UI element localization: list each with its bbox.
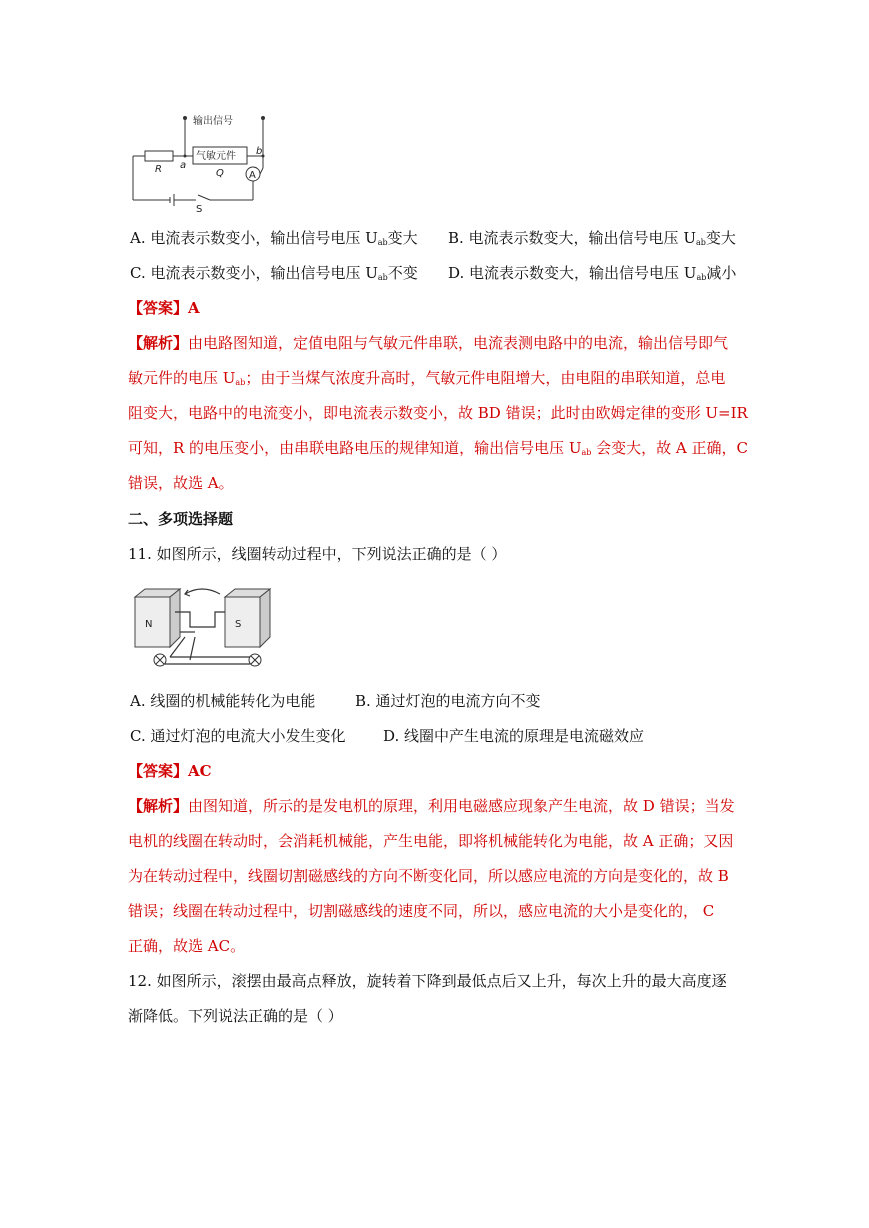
generator-diagram — [130, 582, 280, 672]
q11-analysis-line-2: 电机的线圈在转动时，会消耗机械能，产生电能，即将机械能转化为电能，故 A 正确；又因 — [128, 832, 734, 850]
q11-option-b: B. 通过灯泡的电流方向不变 — [355, 692, 541, 710]
output-signal-label: 输出信号 — [193, 116, 233, 127]
q12-stem-line-1: 12. 如图所示，滚摆由最高点释放，旋转着下降到最低点后又上升，每次上升的最大高度逐 — [128, 972, 727, 990]
switch-s-label: S — [196, 204, 203, 215]
q11-option-c: C. 通过灯泡的电流大小发生变化 — [130, 727, 346, 745]
circuit-diagram — [128, 110, 278, 215]
q10-analysis-line-2: 敏元件的电压 $U_{ab}$；由于当煤气浓度升高时，气敏元件电阻增大，由电阻的串联知道，总电 — [128, 369, 726, 387]
q10-option-c: C. 电流表示数变小，输出信号电压 $U_{ab}$不变 — [130, 264, 418, 282]
q11-option-a: A. 线圈的机械能转化为电能 — [130, 692, 316, 710]
q11-analysis-line-4: 错误；线圈在转动过程中，切割磁感线的速度不同，所以，感应电流的大小是变化的， C — [128, 902, 715, 920]
q11-stem: 11. 如图所示，线圈转动过程中，下列说法正确的是（ ） — [128, 545, 507, 563]
q10-answer: 【答案】A — [128, 299, 200, 317]
section-title: 二、多项选择题 — [128, 510, 234, 528]
resistor-r-label: R — [155, 164, 162, 175]
q10-option-d: D. 电流表示数变大，输出信号电压 $U_{ab}$减小 — [448, 264, 737, 282]
q10-option-a: A. 电流表示数变小，输出信号电压 $U_{ab}$变大 — [130, 229, 418, 247]
node-b-label: b — [256, 146, 263, 157]
q11-analysis-line-5: 正确，故选 AC。 — [128, 937, 246, 955]
q10-analysis-line-3: 阻变大，电路中的电流变小，即电流表示数变小，故 BD 错误；此时由欧姆定律的变形 U=IR — [128, 404, 748, 422]
ammeter-label: A — [249, 170, 256, 181]
q11-answer: 【答案】AC — [128, 762, 212, 780]
q10-analysis-line-5: 错误，故选 A。 — [128, 474, 234, 492]
q10-analysis-line-1: 【解析】由电路图知道，定值电阻与气敏元件串联，电流表测电路中的电流，输出信号即气 — [128, 334, 729, 352]
gas-sensor-label: 气敏元件 — [196, 151, 236, 162]
node-a-label: a — [180, 160, 187, 171]
q10-option-b: B. 电流表示数变大，输出信号电压 $U_{ab}$变大 — [448, 229, 736, 247]
component-q-label: Q — [216, 168, 224, 179]
magnet-s-label: S — [235, 619, 242, 630]
q10-analysis-line-4: 可知，R 的电压变小，由串联电路电压的规律知道，输出信号电压 $U_{ab}$ 会变大，故 A 正确，C — [128, 439, 748, 457]
q12-stem-line-2: 渐降低。下列说法正确的是（ ） — [128, 1007, 343, 1025]
magnet-n-label: N — [145, 619, 153, 630]
q11-analysis-line-3: 为在转动过程中，线圈切割磁感线的方向不断变化同，所以感应电流的方向是变化的，故 B — [128, 867, 729, 885]
q11-option-d: D. 线圈中产生电流的原理是电流磁效应 — [383, 727, 645, 745]
q11-analysis-line-1: 【解析】由图知道，所示的是发电机的原理，利用电磁感应现象产生电流，故 D 错误；当发 — [128, 797, 735, 815]
